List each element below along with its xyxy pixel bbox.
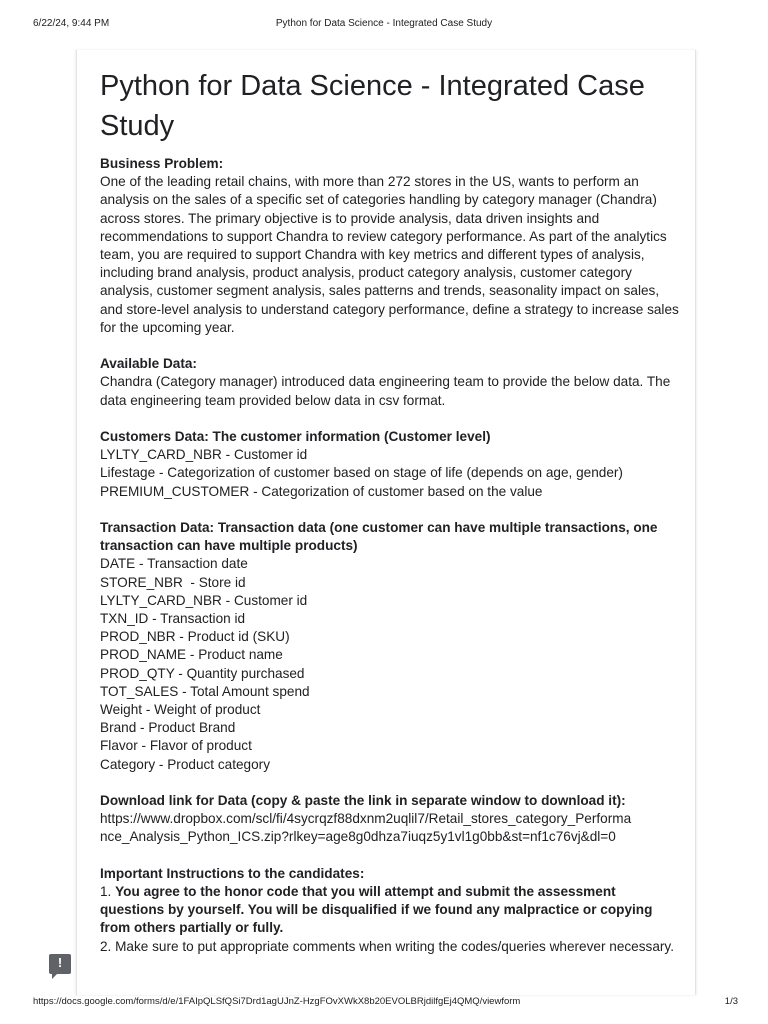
print-header <box>0 18 768 32</box>
customer-field: LYLTY_CARD_NBR - Customer id <box>100 447 308 463</box>
honor-code-text: You agree to the honor code that you will attempt and submit the assessment questions by yourself. You will be disqualified if we found any malpractice or copying from others partially or fully. <box>100 884 653 936</box>
transaction-field: STORE_NBR - Store id <box>100 574 246 590</box>
available-data-heading: Available Data: <box>100 356 197 372</box>
transaction-field: PROD_NBR - Product id (SKU) <box>100 629 290 645</box>
form-title: Python for Data Science - Integrated Case Study <box>100 70 645 142</box>
customer-field: Lifestage - Categorization of customer based on stage of life (depends on age, gender) <box>100 465 623 481</box>
instruction-number: 1. <box>100 884 116 900</box>
print-doc-title: Python for Data Science - Integrated Case Study <box>275 18 493 29</box>
page-indicator: 1/3 <box>724 996 738 1007</box>
transaction-field: PROD_NAME - Product name <box>100 647 283 663</box>
download-link-line-1: https://www.dropbox.com/scl/fi/4sycrqzf88dxnm2uqlil7/Retail_stores_category_Performa <box>100 811 632 827</box>
form-card <box>76 50 696 995</box>
transaction-field: TXN_ID - Transaction id <box>100 611 246 627</box>
instructions-heading: Important Instructions to the candidates: <box>100 865 365 881</box>
transaction-field: DATE - Transaction date <box>100 556 248 572</box>
download-link-line-2: nce_Analysis_Python_ICS.zip?rlkey=age8g0dhza7iuqz5y1vl1g0bb&st=nf1c76vj&dl=0 <box>100 829 616 845</box>
transaction-field: PROD_QTY - Quantity purchased <box>100 665 305 681</box>
transaction-field: Flavor - Flavor of product <box>100 738 252 754</box>
download-heading: Download link for Data (copy & paste the link in separate window to download it): <box>100 793 626 809</box>
print-datetime: 6/22/24, 9:44 PM <box>33 18 110 29</box>
transaction-field: Weight - Weight of product <box>100 702 261 718</box>
transaction-field: Category - Product category <box>100 756 271 772</box>
report-feedback-icon[interactable] <box>49 954 71 974</box>
instruction-item-2: 2. Make sure to put appropriate comments when writing the codes/queries wherever necessary. <box>100 938 674 954</box>
form-description <box>100 155 680 956</box>
instruction-item-1 <box>100 883 680 938</box>
customers-data-heading: Customers Data: The customer information (Customer level) <box>100 429 491 445</box>
print-footer <box>0 996 768 1010</box>
transaction-field: Brand - Product Brand <box>100 720 236 736</box>
transaction-field: TOT_SALES - Total Amount spend <box>100 683 310 699</box>
print-url: https://docs.google.com/forms/d/e/1FAIpQLSfQSi7Drd1agUJnZ-HzgFOvXWkX8b20EVOLBRjdilfgEj4QMQ/viewform <box>33 996 521 1007</box>
business-problem-heading: Business Problem: <box>100 156 224 171</box>
feedback-glyph: ! <box>57 955 63 970</box>
transaction-data-heading: Transaction Data: Transaction data (one customer can have multiple transactions, one transaction can have multiple products) <box>100 520 658 554</box>
available-data-text: Chandra (Category manager) introduced data engineering team to provide the below data. The data engineering team provided below data in csv format. <box>100 374 671 408</box>
transaction-field: LYLTY_CARD_NBR - Customer id <box>100 592 308 608</box>
business-problem-text: One of the leading retail chains, with more than 272 stores in the US, wants to perform an analysis on the sales of a specific set of categories handling by category manager (Chandra) across stores. The primary objective is to provide analysis, data driven insights and recommendations to support Chandra to review category performance. As part of the analytics team, you are required to support Chandra with key metrics and different types of analysis, including brand analysis, product analysis, product category analysis, customer category analysis, customer segment analysis, sales patterns and trends, seasonality impact on sales, and store-level analysis to understand category performance, define a strategy to increase sales for the upcoming year. <box>100 174 679 335</box>
customer-field: PREMIUM_CUSTOMER - Categorization of customer based on the value <box>100 483 543 499</box>
